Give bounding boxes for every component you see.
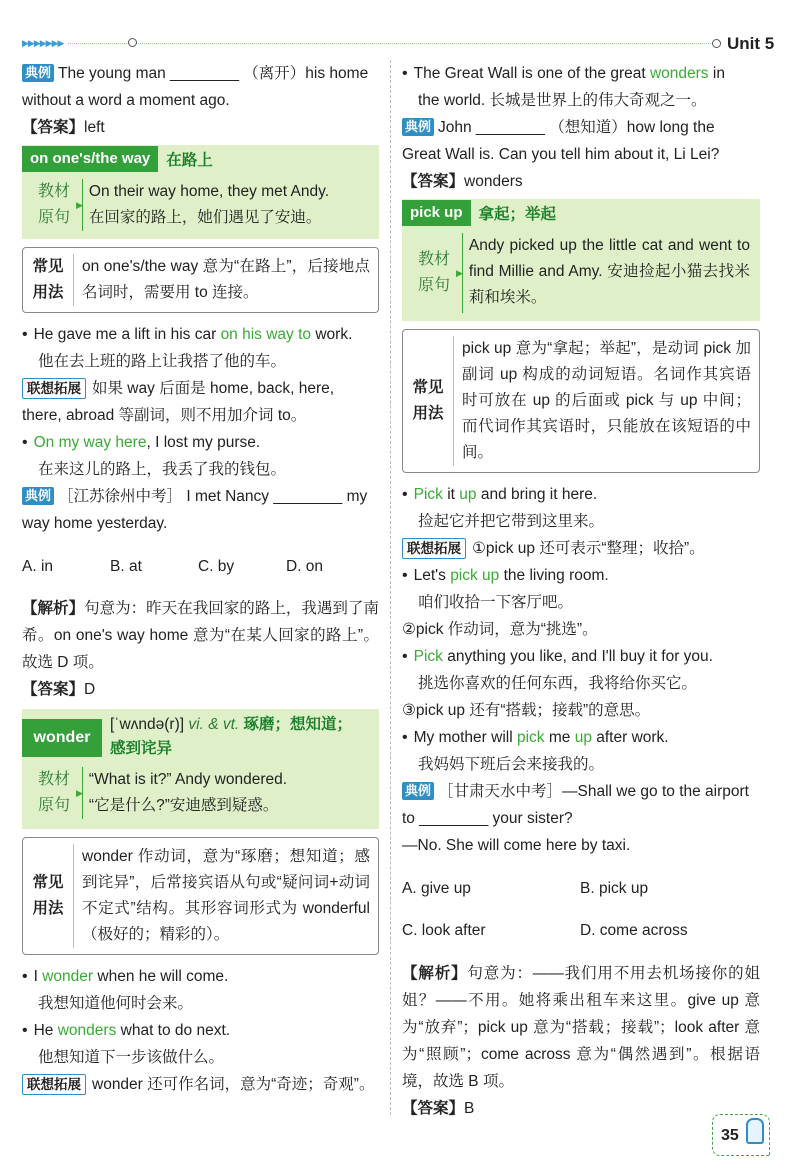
example-3-line2: Great Wall is. Can you tell him about it, Li Lei? xyxy=(402,146,720,163)
bullet-example: • He wonders what to do next. xyxy=(22,1017,379,1044)
note-3: ③pick up 还有“搭载；接载”的意思。 xyxy=(402,702,651,719)
bullet-example: • I wonder when he will come. xyxy=(22,963,379,990)
example-tag: 典例 xyxy=(22,64,54,82)
options-4: A. give up B. pick up xyxy=(402,879,649,897)
bullet-translation: 捡起它并把它带到这里来。 xyxy=(418,513,605,530)
example-1: 典例 The young man ________ （离开）his home xyxy=(22,60,379,87)
left-column xyxy=(22,60,379,1098)
bullet-translation: 咱们收拾一下客厅吧。 xyxy=(418,594,574,611)
unit-title: Unit 5 xyxy=(727,34,775,53)
textbook-source: 教材 原句 ▶ Andy picked up the little cat and went to find Millie and Amy. 安迪捡起小猫去找米莉和埃米。 xyxy=(402,227,760,313)
association-1: 联想拓展 如果 way 后面是 home, back, here, xyxy=(22,375,379,402)
triangle-icon: ▶ xyxy=(456,268,463,278)
phrase-meaning: 拿起；举起 xyxy=(478,206,557,223)
column-separator xyxy=(390,60,391,1115)
bullet-translation: the world. 长城是世界上的伟大奇观之一。 xyxy=(418,92,707,109)
right-column xyxy=(402,60,760,1122)
association-3: 联想拓展 ①pick up 还可表示“整理；收拾”。 xyxy=(402,535,760,562)
example-4: 典例 ［甘肃天水中考］—Shall we go to the airport xyxy=(402,778,760,805)
bullet-example: • The Great Wall is one of the great wonders in xyxy=(402,60,760,87)
triangle-icon: ▶ xyxy=(76,788,83,798)
options-4b: C. look after D. come across xyxy=(402,922,688,939)
word-box-wonder: wonder [ˈwʌndə(r)] vi. & vt. 琢磨；想知道； 感到诧异 教材 原句 ▶ “What is it?” Andy wondered. “它是什么?”安迪感到疑惑。 xyxy=(22,709,379,829)
example-2-line2: way home yesterday. xyxy=(22,515,168,532)
header-arrows-icon: ▶▶▶▶▶▶▶ xyxy=(22,38,64,48)
header-dot-left xyxy=(128,38,137,47)
header-dot-right xyxy=(712,39,721,48)
bullet-example: • He gave me a lift in his car on his way to work. xyxy=(22,321,379,348)
bullet-translation: 我妈妈下班后会来接我的。 xyxy=(418,756,605,773)
bulb-icon xyxy=(746,1118,764,1144)
example-3: 典例 John ________ （想知道）how long the xyxy=(402,114,760,141)
answer-1: 【答案】left xyxy=(22,119,105,136)
answer-2: 【答案】D xyxy=(22,681,96,698)
analysis-4: 【解析】句意为：——我们用不用去机场接你的姐姐？——不用。她将乘出租车来这里。give up 意为“放弃”；pick up 意为“搭载；接载”；look after 意为“照顾”；come across 意为“偶然遇到”。根据语境，故选 B 项。 xyxy=(402,964,760,1090)
usage-box-3: 常见 用法 pick up 意为“拿起；举起”，是动词 pick 加副词 up 构成的动词短语。名词作其宾语时可放在 up 的后面或 pick 与 up 中间；而代词作其宾语时，只能放在该短语的中间。 xyxy=(402,329,760,473)
bullet-example: • Let's pick up the living room. xyxy=(402,562,760,589)
bullet-translation: 挑选你喜欢的任何东西，我将给你买它。 xyxy=(418,675,698,692)
example-4-line2: to ________ your sister? xyxy=(402,810,573,827)
analysis-2: 【解析】句意为：昨天在我回家的路上，我遇到了南希。on one's way home 意为“在某人回家的路上”。故选 D 项。 xyxy=(22,600,379,671)
usage-box-2: 常见 用法 wonder 作动词，意为“琢磨；想知道；感到诧异”，后常接宾语从句或“疑问词+动词不定式”结构。其形容词形式为 wonderful（极好的；精彩的）。 xyxy=(22,837,379,955)
page-number: 35 xyxy=(721,1127,739,1144)
example-4-line3: —No. She will come here by taxi. xyxy=(402,837,631,854)
example-2: 典例 ［江苏徐州中考］ I met Nancy ________ my xyxy=(22,483,379,510)
answer-3: 【答案】wonders xyxy=(402,173,523,190)
bullet-example: • Pick anything you like, and I'll buy it for you. xyxy=(402,643,760,670)
header-divider xyxy=(68,43,713,44)
association-1-line2: there, abroad 等副词，则不用加介词 to。 xyxy=(22,407,307,424)
textbook-source: 教材 原句 ▶ On their way home, they met Andy. 在回家的路上，她们遇见了安迪。 xyxy=(22,173,379,231)
phrase-box-pick-up xyxy=(402,199,760,321)
bullet-translation: 我想知道他何时会来。 xyxy=(38,995,194,1012)
phrase-tag: pick up xyxy=(402,200,471,226)
association-2: 联想拓展 wonder 还可作名词，意为“奇迹；奇观”。 xyxy=(22,1071,379,1098)
bullet-example: • Pick it up and bring it here. xyxy=(402,481,760,508)
usage-box-1: 常见 用法 on one's/the way 意为“在路上”，后接地点名词时，需要用 to 连接。 xyxy=(22,247,379,313)
bullet-translation: 他在去上班的路上让我搭了他的车。 xyxy=(38,353,287,370)
triangle-icon: ▶ xyxy=(76,200,83,210)
example-1-line2: without a word a moment ago. xyxy=(22,92,230,109)
bullet-translation: 在来这儿的路上，我丢了我的钱包。 xyxy=(38,461,287,478)
word-tag: wonder xyxy=(22,719,102,757)
note-2: ②pick 作动词，意为“挑选”。 xyxy=(402,621,598,638)
association-tag: 联想拓展 xyxy=(22,378,86,399)
phrase-meaning: 在路上 xyxy=(166,152,213,169)
options-2: A. in B. at C. by D. on xyxy=(22,557,324,575)
answer-4: 【答案】B xyxy=(402,1099,475,1117)
bullet-example: • On my way here, I lost my purse. xyxy=(22,429,379,456)
bullet-translation: 他想知道下一步该做什么。 xyxy=(38,1049,225,1066)
phrase-box-on-the-way xyxy=(22,145,379,239)
bullet-example: • My mother will pick me up after work. xyxy=(402,724,760,751)
phrase-tag: on one's/the way xyxy=(22,146,158,172)
textbook-source: 教材 原句 ▶ “What is it?” Andy wondered. “它是什么?”安迪感到疑惑。 xyxy=(22,761,379,819)
